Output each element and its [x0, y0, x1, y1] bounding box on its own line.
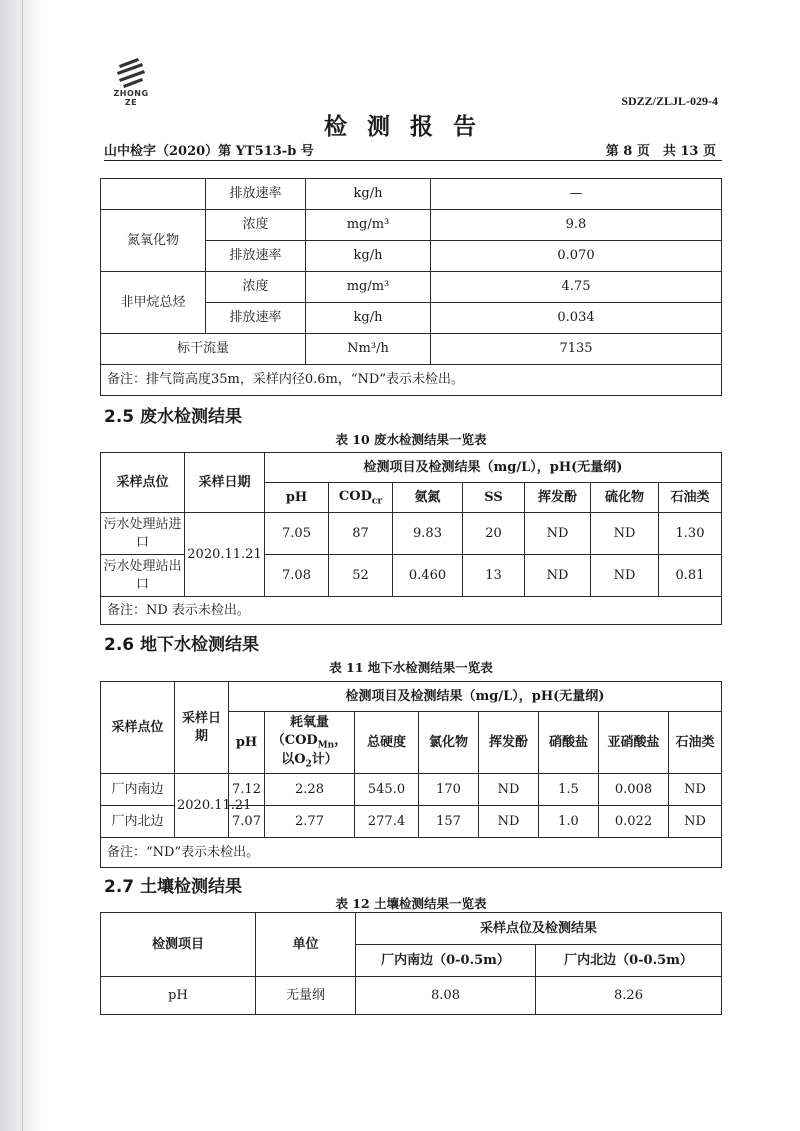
table-row [101, 597, 722, 625]
waste-water-note: 备注：ND 表示未检出。 [101, 597, 722, 625]
col-header-sulfide: 硫化物 [591, 483, 659, 513]
value-cell: 0.022 [599, 806, 669, 838]
air-value-cell: 0.034 [431, 303, 722, 334]
col-header-date: 采样日期 [175, 682, 229, 774]
air-param-cell: 排放速率 [206, 241, 306, 272]
value-cell: 157 [419, 806, 479, 838]
date-cell: 2020.11.21 [175, 774, 229, 838]
air-value-cell: 4.75 [431, 272, 722, 303]
flow-label-cell: 标干流量 [101, 334, 306, 365]
col-header-ph: pH [229, 712, 265, 774]
table-row [101, 365, 722, 396]
col-header-chloride: 氯化物 [419, 712, 479, 774]
col-header-ph: pH [265, 483, 329, 513]
group-header: 检测项目及检测结果（mg/L），pH(无量纲) [265, 453, 722, 483]
air-value-cell: — [431, 179, 722, 210]
point-cell: 厂内北边 [101, 806, 175, 838]
air-param-cell: 浓度 [206, 272, 306, 303]
caption-ground-water: 表 11 地下水检测结果一览表 [329, 660, 493, 675]
col-header-phenol: 挥发酚 [479, 712, 539, 774]
air-value-cell: 0.070 [431, 241, 722, 272]
air-emission-table [100, 178, 722, 396]
air-unit-cell: mg/m³ [306, 272, 431, 303]
table-row [101, 334, 722, 365]
value-cell: 7.12 [229, 774, 265, 806]
flow-unit-cell: Nm³/h [306, 334, 431, 365]
col-header-unit: 单位 [256, 913, 356, 977]
value-cell: ND [591, 513, 659, 555]
value-cell: ND [669, 774, 722, 806]
value-cell: 2.77 [265, 806, 355, 838]
value-cell: 7.08 [265, 555, 329, 597]
col-header-phenol: 挥发酚 [525, 483, 591, 513]
col-header-date: 采样日期 [185, 453, 265, 513]
col-header-nitrite: 亚硝酸盐 [599, 712, 669, 774]
table-row [101, 838, 722, 868]
col-header-ammonia: 氨氮 [393, 483, 463, 513]
report-number: 山中检字（2020）第 YT513-b 号 [104, 144, 314, 159]
date-cell: 2020.11.21 [185, 513, 265, 597]
page-number: 第 8 页 共 13 页 [605, 144, 716, 159]
value-cell: 52 [329, 555, 393, 597]
logo-text: ZHONG ZE [113, 89, 149, 107]
air-unit-cell: kg/h [306, 241, 431, 272]
value-cell: ND [525, 513, 591, 555]
unit-cell: 无量纲 [256, 977, 356, 1015]
section-title-soil: 2.7 土壤检测结果 [104, 877, 243, 897]
group-header: 检测项目及检测结果（mg/L），pH(无量纲) [229, 682, 722, 712]
table-row [101, 179, 722, 210]
caption-waste-water: 表 10 废水检测结果一览表 [335, 432, 487, 447]
table-header-row [101, 913, 722, 945]
section-title-waste-water: 2.5 废水检测结果 [104, 407, 243, 427]
value-cell: 0.008 [599, 774, 669, 806]
air-note: 备注：排气筒高度35m，采样内径0.6m，“ND”表示未检出。 [101, 365, 722, 396]
value-cell: 170 [419, 774, 479, 806]
value-cell: 13 [463, 555, 525, 597]
col-header-codcr: $COD_{cr}$ [329, 483, 393, 513]
table-row [101, 513, 722, 555]
col-header-petroleum: 石油类 [659, 483, 722, 513]
air-unit-cell: kg/h [306, 303, 431, 334]
soil-table [100, 912, 722, 1015]
table-header-row [101, 682, 722, 712]
col-header-petroleum: 石油类 [669, 712, 722, 774]
air-value-cell: 9.8 [431, 210, 722, 241]
col-header-ss: SS [463, 483, 525, 513]
air-item-cell [101, 179, 206, 210]
table-row [101, 210, 722, 241]
value-cell: ND [669, 806, 722, 838]
point-cell: 污水处理站进口 [101, 513, 185, 555]
air-param-cell: 浓度 [206, 210, 306, 241]
page-title: 检测报告 [324, 113, 496, 140]
table-row [101, 272, 722, 303]
caption-soil: 表 12 土壤检测结果一览表 [335, 896, 487, 911]
air-param-cell: 排放速率 [206, 303, 306, 334]
flow-value-cell: 7135 [431, 334, 722, 365]
value-cell: 9.83 [393, 513, 463, 555]
section-title-ground-water: 2.6 地下水检测结果 [104, 635, 260, 655]
value-cell: 7.05 [265, 513, 329, 555]
waste-water-table [100, 452, 722, 625]
point-cell: 厂内南边 [101, 774, 175, 806]
zhongze-logo-icon [115, 58, 147, 88]
value-cell: 0.460 [393, 555, 463, 597]
air-item-cell: 氮氧化物 [101, 210, 206, 272]
value-cell: 277.4 [355, 806, 419, 838]
value-cell: ND [479, 774, 539, 806]
col-header-item: 检测项目 [101, 913, 256, 977]
col-header-site-south: 厂内南边（0-0.5m） [356, 945, 536, 977]
col-header-point: 采样点位 [101, 453, 185, 513]
col-header-hardness: 总硬度 [355, 712, 419, 774]
value-cell: 1.0 [539, 806, 599, 838]
item-cell: pH [101, 977, 256, 1015]
value-cell: 7.07 [229, 806, 265, 838]
ground-water-table [100, 681, 722, 868]
table-row [101, 774, 722, 806]
table-header-row [101, 453, 722, 483]
col-header-point: 采样点位 [101, 682, 175, 774]
air-item-cell: 非甲烷总烃 [101, 272, 206, 334]
air-unit-cell: mg/m³ [306, 210, 431, 241]
value-cell: 8.26 [536, 977, 722, 1015]
air-unit-cell: kg/h [306, 179, 431, 210]
group-header: 采样点位及检测结果 [356, 913, 722, 945]
value-cell: 20 [463, 513, 525, 555]
value-cell: 1.30 [659, 513, 722, 555]
value-cell: ND [525, 555, 591, 597]
value-cell: 0.81 [659, 555, 722, 597]
air-param-cell: 排放速率 [206, 179, 306, 210]
value-cell: 8.08 [356, 977, 536, 1015]
value-cell: ND [591, 555, 659, 597]
col-header-nitrate: 硝酸盐 [539, 712, 599, 774]
ground-water-note: 备注：“ND”表示未检出。 [101, 838, 722, 868]
company-logo [108, 58, 154, 107]
col-header-site-north: 厂内北边（0-0.5m） [536, 945, 722, 977]
value-cell: 2.28 [265, 774, 355, 806]
value-cell: ND [479, 806, 539, 838]
point-cell: 污水处理站出口 [101, 555, 185, 597]
value-cell: 87 [329, 513, 393, 555]
report-header-row [104, 138, 722, 161]
value-cell: 545.0 [355, 774, 419, 806]
table-row [101, 977, 722, 1015]
document-code: SDZZ/ZLJL-029-4 [621, 94, 718, 108]
value-cell: 1.5 [539, 774, 599, 806]
col-header-codmn: 耗氧量 （$COD_{Mn}$， 以$O_2$计） [265, 712, 355, 774]
